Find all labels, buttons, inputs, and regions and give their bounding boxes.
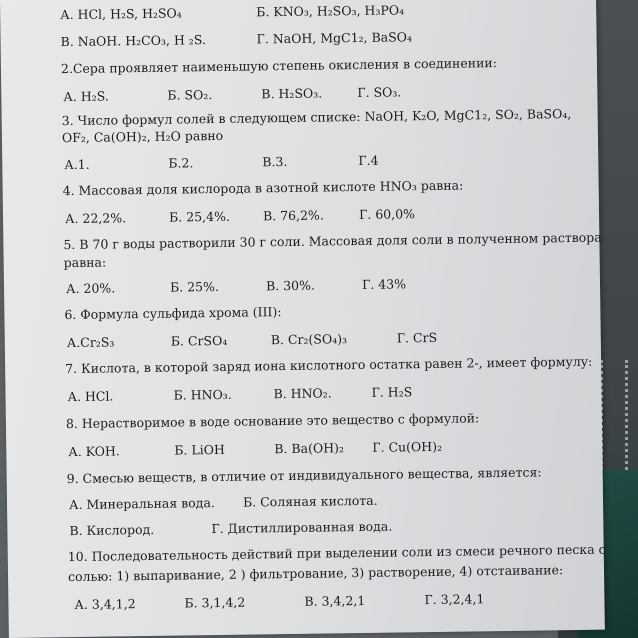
q3-text-line2: OF₂, Ca(OH)₂, H₂O равно <box>61 127 224 146</box>
q5-option-b: Б. 25%. <box>169 278 220 295</box>
q4-option-d: Г. 60,0% <box>358 206 416 223</box>
q10-text-line2: солью: 1) выпаривание, 2 ) фильтрование, 3) растворение, 4) отстаивание: <box>67 562 564 585</box>
q10-text: 10. Последовательность действий при выделении соли из смеси речного песка с <box>67 541 606 565</box>
q4-option-a: А. 22,2%. <box>64 210 127 227</box>
q4-option-c: В. 76,2%. <box>262 207 324 224</box>
q5-text: 5. В 70 г воды растворили 30 г соли. Массовая доля соли в полученном раствора <box>63 229 602 253</box>
q3-option-b: Б.2. <box>168 155 194 171</box>
background-chain <box>600 360 628 470</box>
q8-option-d: Г. Cu(OH)₂ <box>372 438 443 455</box>
q8-option-c: В. Ba(OH)₂ <box>274 440 345 457</box>
q6-option-a: А.Cr₂S₃ <box>66 334 115 351</box>
q2-text: 2.Сера проявляет наименьшую степень окисления в соединении: <box>60 55 498 77</box>
q3-option-c: В.3. <box>262 154 288 170</box>
q10-option-d: Г. 3,2,4,1 <box>424 591 485 608</box>
q9-text: 9. Смесью веществ, в отличие от индивидуального вещества, является: <box>66 464 542 487</box>
q1-option-c: В. NaOH. H₂CO₃, H ₂S. <box>60 32 206 50</box>
q5-text-line2: равна: <box>63 254 107 271</box>
q7-option-b: Б. HNO₃. <box>173 386 232 403</box>
q2-option-c: В. H₂SO₃. <box>261 85 323 102</box>
q6-option-b: Б. CrSO₄ <box>170 332 228 349</box>
q9-option-a: А. Минеральная вода. <box>68 495 215 513</box>
q7-option-d: Г. H₂S <box>371 384 413 400</box>
q3-option-d: Г.4 <box>358 152 379 169</box>
q2-option-b: Б. SO₂. <box>167 87 213 103</box>
q6-option-d: Г. CrS <box>396 329 438 346</box>
q7-option-a: А. HCl. <box>67 388 114 405</box>
q6-text: 6. Формула сульфида хрома (III): <box>64 304 282 323</box>
q5-option-a: А. 20%. <box>65 280 116 297</box>
q1-option-b: Б. KNO₃, H₂SO₃, H₃PO₄ <box>256 2 405 20</box>
q4-option-b: Б. 25,4%. <box>168 208 230 225</box>
q10-option-a: А. 3,4,1,2 <box>74 596 136 613</box>
q10-option-b: Б. 3,1,4,2 <box>184 594 246 611</box>
q8-text: 8. Нерастворимое в воде основание это вещество с формулой: <box>65 410 480 432</box>
q8-option-b: Б. LiOH <box>174 441 225 458</box>
q2-option-a: А. H₂S. <box>63 88 109 105</box>
q5-option-d: Г. 43% <box>361 276 407 292</box>
q7-text: 7. Кислота, в которой заряд иона кислотного остатка равен 2-, имеет формулу: <box>65 353 593 377</box>
q3-option-a: А.1. <box>64 156 90 173</box>
q9-option-d: Г. Дистиллированная вода. <box>211 518 393 537</box>
q3-text: 3. Число формул солей в следующем списке: NaOH, K₂O, MgC1₂, SO₂, BaSO₄, <box>61 106 572 129</box>
q5-option-c: В. 30%. <box>265 277 316 294</box>
q4-text: 4. Массовая доля кислорода в азотной кислоте HNO₃ равна: <box>62 177 464 199</box>
q10-option-c: В. 3,4,2,1 <box>304 592 366 609</box>
q8-option-a: А. KOH. <box>68 443 120 460</box>
q7-option-c: В. HNO₂. <box>273 385 332 402</box>
q1-option-a: А. HCl, H₂S, H₂SO₄ <box>60 5 182 23</box>
q9-option-c: В. Кислород. <box>69 521 155 539</box>
q9-option-b: Б. Соляная кислота. <box>242 492 378 510</box>
q2-option-d: Г. SO₃. <box>357 84 402 101</box>
q6-option-c: В. Cr₂(SO₄)₃ <box>270 331 348 348</box>
q1-option-d: Г. NaOH, MgC1₂, BaSO₄ <box>256 29 413 47</box>
